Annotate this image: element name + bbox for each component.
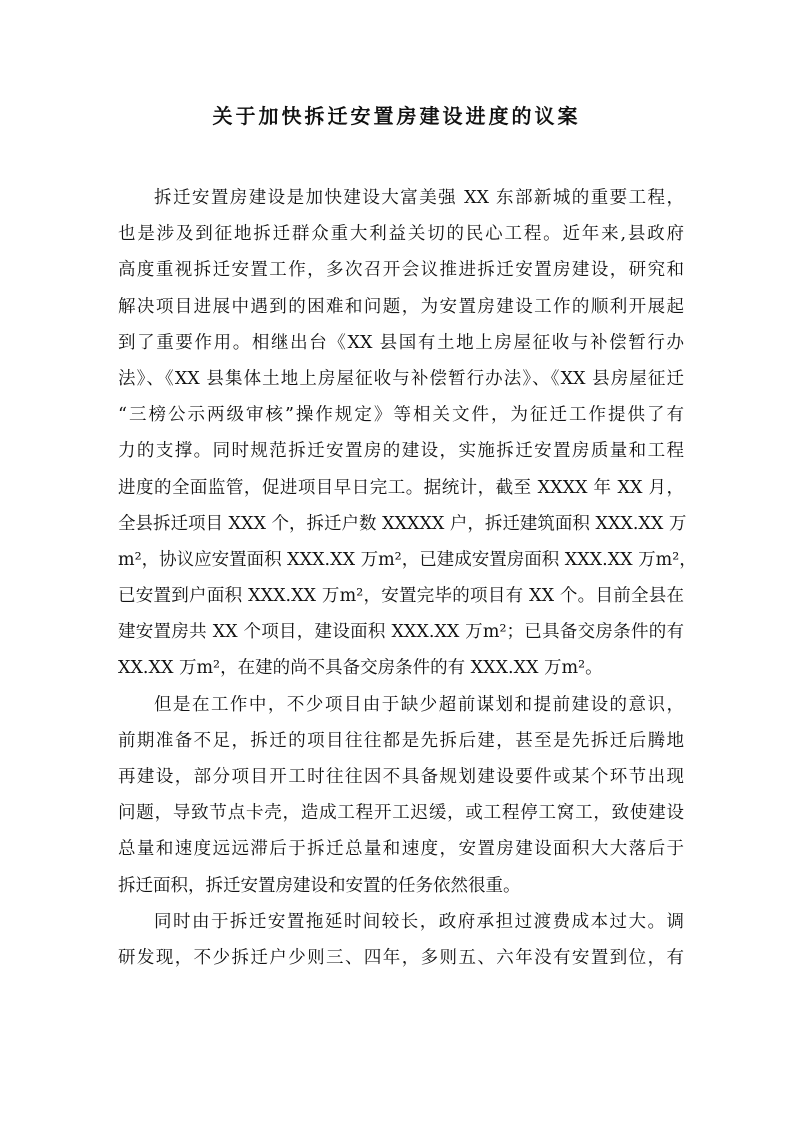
text-line: 到了重要作用。相继出台《XX 县国有土地上房屋征收与补偿暂行办 bbox=[118, 332, 684, 353]
document-body bbox=[118, 180, 697, 976]
text-line: 拆迁面积，拆迁安置房建设和安置的任务依然很重。 bbox=[118, 875, 521, 896]
text-line: 建安置房共 XX 个项目，建设面积 XXX.XX 万m²；已具备交房条件的有 bbox=[118, 622, 684, 643]
text-line: 研发现，不少拆迁户少则三、四年，多则五、六年没有安置到位，有 bbox=[118, 947, 684, 968]
text-line: 全县拆迁项目 XXX 个，拆迁户数 XXXXX 户，拆迁建筑面积 XXX.XX 万 bbox=[118, 513, 687, 534]
text-line: 也是涉及到征地拆迁群众重大利益关切的民心工程。近年来,县政府 bbox=[118, 224, 684, 245]
text-line: m²，协议应安置面积 XXX.XX 万m²，已建成安置房面积 XXX.XX 万m²， bbox=[118, 549, 697, 570]
text-line: 同时由于拆迁安置拖延时间较长，政府承担过渡费成本过大。调 bbox=[154, 911, 684, 932]
document-title: 关于加快拆迁安置房建设进度的议案 bbox=[212, 104, 581, 128]
text-line: 但是在工作中，不少项目由于缺少超前谋划和提前建设的意识， bbox=[154, 694, 684, 715]
text-line: 再建设，部分项目开工时往往因不具备规划建设要件或某个环节出现 bbox=[118, 767, 684, 787]
text-line: XX.XX 万m²，在建的尚不具备交房条件的有 XXX.XX 万m²。 bbox=[118, 658, 603, 679]
text-line: 高度重视拆迁安置工作，多次召开会议推进拆迁安置房建设，研究和 bbox=[118, 260, 684, 281]
paragraph-2 bbox=[118, 687, 684, 904]
text-line: 法》、《XX 县集体土地上房屋征收与补偿暂行办法》、《XX 县房屋征迁 bbox=[118, 368, 684, 389]
text-line: 拆迁安置房建设是加快建设大富美强 XX 东部新城的重要工程， bbox=[154, 188, 684, 208]
paragraph-3 bbox=[118, 904, 684, 976]
text-line: 已安置到户面积 XXX.XX 万m²，安置完毕的项目有 XX 个。目前全县在 bbox=[118, 586, 684, 607]
text-line: 前期准备不足，拆迁的项目往往都是先拆后建，甚至是先拆迁后腾地 bbox=[118, 730, 684, 751]
text-line: “三榜公示两级审核”操作规定》等相关文件，为征迁工作提供了有 bbox=[118, 405, 684, 426]
text-line: 力的支撑。同时规范拆迁安置房的建设，实施拆迁安置房质量和工程 bbox=[118, 441, 684, 462]
paragraph-1 bbox=[118, 180, 697, 687]
text-line: 进度的全面监管，促进项目早日完工。据统计，截至 XXXX 年 XX 月， bbox=[118, 477, 684, 498]
text-line: 问题，导致节点卡壳，造成工程开工迟缓，或工程停工窝工，致使建设 bbox=[118, 803, 684, 824]
text-line: 解决项目进展中遇到的困难和问题，为安置房建设工作的顺利开展起 bbox=[118, 296, 684, 317]
text-line: 总量和速度远远滞后于拆迁总量和速度，安置房建设面积大大落后于 bbox=[118, 839, 684, 860]
